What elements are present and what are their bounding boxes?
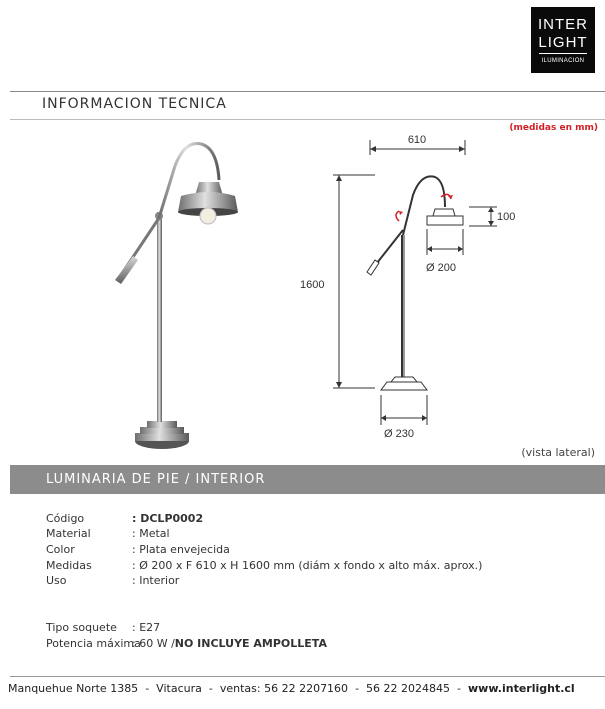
logo-line-1: INTER — [538, 16, 588, 33]
spec-row-use — [46, 574, 179, 587]
floor-lamp-photo — [95, 130, 215, 455]
spec-label: Tipo soquete — [46, 621, 117, 634]
units-note: (medidas en mm) — [509, 123, 598, 133]
footer-separator: - — [208, 682, 213, 695]
header-divider — [10, 91, 605, 92]
view-note: (vista lateral) — [521, 446, 595, 459]
spec-row-socket — [46, 621, 160, 634]
bulb-not-included-note: NO INCLUYE AMPOLLETA — [174, 637, 327, 650]
section-title: LUMINARIA DE PIE / INTERIOR — [46, 472, 266, 487]
spec-row-color — [46, 543, 230, 556]
title-divider — [10, 119, 605, 120]
interlight-logo — [531, 7, 595, 73]
footer-sales-phone: ventas: 56 22 2207160 — [219, 682, 349, 695]
spec-value: : Ø 200 x F 610 x H 1600 mm (diám x fondo x alto máx. aprox.) — [132, 559, 483, 572]
logo-divider — [539, 53, 587, 54]
base-diameter-label: Ø 230 — [384, 428, 414, 440]
width-label: 610 — [407, 134, 427, 146]
page-title: INFORMACION TECNICA — [42, 96, 227, 112]
spec-value: : Metal — [132, 527, 170, 540]
footer-separator: - — [145, 682, 150, 695]
spec-label: Color — [46, 543, 75, 556]
spec-value: : Interior — [132, 574, 180, 587]
footer-phone-2: 56 22 2024845 — [366, 682, 451, 695]
shade-diameter-label: Ø 200 — [426, 262, 456, 274]
logo-line-3: ILUMINACION — [541, 58, 585, 64]
spec-row-dimensions — [46, 559, 482, 572]
technical-drawing — [295, 125, 516, 445]
footer — [8, 682, 575, 695]
spec-value: : E27 — [132, 621, 161, 634]
shade-height-label: 100 — [497, 211, 516, 223]
section-band — [10, 465, 605, 494]
spec-label: Medidas — [46, 559, 92, 572]
footer-commune: Vitacura — [156, 682, 202, 695]
spec-value: : Plata envejecida — [132, 543, 230, 556]
website-link[interactable]: www.interlight.cl — [468, 682, 575, 695]
spec-row-code — [46, 512, 203, 525]
spec-row-power — [46, 637, 327, 650]
footer-address: Manquehue Norte 1385 — [8, 682, 139, 695]
spec-value: : DCLP0002 — [132, 512, 204, 525]
footer-divider — [10, 676, 605, 677]
spec-label: Uso — [46, 574, 67, 587]
height-label: 1600 — [300, 279, 325, 291]
footer-separator: - — [355, 682, 360, 695]
spec-label: Código — [46, 512, 85, 525]
footer-separator: - — [457, 682, 462, 695]
spec-value: : 60 W / — [132, 637, 175, 650]
spec-label: Material — [46, 527, 91, 540]
logo-line-2: LIGHT — [538, 34, 588, 51]
spec-row-material — [46, 527, 170, 540]
spec-label: Potencia máxima — [46, 637, 141, 650]
